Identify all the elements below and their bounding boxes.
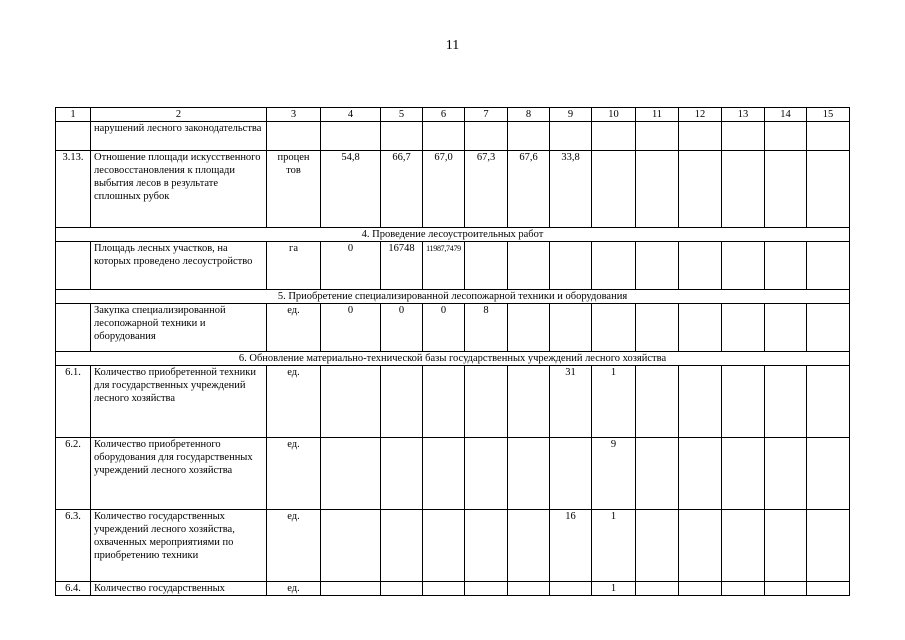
value-cell (679, 122, 722, 151)
value-cell (722, 242, 765, 290)
value-cell (508, 438, 550, 510)
section-row (56, 228, 850, 242)
value-cell: 16 (550, 510, 592, 582)
header-cell: 9 (550, 108, 592, 122)
value-cell (722, 366, 765, 438)
indicator-name: Закупка специализированной лесопожарной техники и оборудования (91, 304, 267, 352)
value-cell (636, 510, 679, 582)
row-number: 3.13. (56, 151, 91, 228)
value-cell (636, 122, 679, 151)
section-title: 4. Проведение лесоустроительных работ (56, 228, 850, 242)
value-cell (636, 304, 679, 352)
value-cell (636, 366, 679, 438)
value-cell (679, 366, 722, 438)
table-row (56, 122, 850, 151)
value-cell (465, 242, 508, 290)
value-cell (765, 438, 807, 510)
table-row (56, 304, 850, 352)
header-row (56, 108, 850, 122)
value-cell: 8 (465, 304, 508, 352)
value-cell (465, 122, 508, 151)
value-cell (765, 122, 807, 151)
value-cell (807, 510, 850, 582)
section-row (56, 352, 850, 366)
value-cell (722, 438, 765, 510)
indicator-name: Количество приобретенного оборудования для государственных учреждений лесного хозяйства (91, 438, 267, 510)
value-cell: 33,8 (550, 151, 592, 228)
header-cell: 11 (636, 108, 679, 122)
value-cell: 31 (550, 366, 592, 438)
value-cell (807, 242, 850, 290)
table-row (56, 366, 850, 438)
value-cell (636, 242, 679, 290)
section-title: 5. Приобретение специализированной лесопожарной техники и оборудования (56, 290, 850, 304)
unit-cell: ед. (267, 582, 321, 596)
row-number: 6.2. (56, 438, 91, 510)
value-cell (807, 304, 850, 352)
value-cell (722, 582, 765, 596)
header-cell: 7 (465, 108, 508, 122)
value-cell (765, 366, 807, 438)
indicator-name: Количество государственных (91, 582, 267, 596)
value-cell (423, 366, 465, 438)
value-cell (381, 366, 423, 438)
table-row (56, 242, 850, 290)
value-cell: 1 (592, 582, 636, 596)
value-cell (765, 510, 807, 582)
header-cell: 10 (592, 108, 636, 122)
header-cell: 5 (381, 108, 423, 122)
value-cell (592, 151, 636, 228)
value-cell (508, 242, 550, 290)
value-cell: 1 (592, 366, 636, 438)
value-cell (765, 151, 807, 228)
row-number: 6.3. (56, 510, 91, 582)
section-title: 6. Обновление материально-технической базы государственных учреждений лесного хозяйства (56, 352, 850, 366)
value-cell: 66,7 (381, 151, 423, 228)
value-cell (381, 582, 423, 596)
value-cell: 11987,7479 (423, 242, 465, 290)
header-cell: 2 (91, 108, 267, 122)
page-number: 11 (445, 38, 460, 53)
value-cell: 0 (321, 304, 381, 352)
table-row (56, 510, 850, 582)
value-cell (381, 510, 423, 582)
value-cell (722, 510, 765, 582)
value-cell: 16748 (381, 242, 423, 290)
unit-cell: процен тов (267, 151, 321, 228)
value-cell (722, 151, 765, 228)
value-cell (765, 242, 807, 290)
value-cell: 0 (423, 304, 465, 352)
row-number: 6.1. (56, 366, 91, 438)
header-cell: 15 (807, 108, 850, 122)
value-cell (807, 582, 850, 596)
value-cell (423, 510, 465, 582)
table-row (56, 151, 850, 228)
indicator-name: нарушений лесного законодательства (91, 122, 267, 151)
value-cell (321, 510, 381, 582)
value-cell (592, 242, 636, 290)
value-cell (765, 582, 807, 596)
value-cell (508, 510, 550, 582)
unit-cell: ед. (267, 438, 321, 510)
row-number (56, 304, 91, 352)
header-cell: 13 (722, 108, 765, 122)
value-cell (807, 366, 850, 438)
unit-cell: ед. (267, 510, 321, 582)
value-cell (321, 438, 381, 510)
value-cell (465, 438, 508, 510)
unit-cell (267, 122, 321, 151)
row-number (56, 122, 91, 151)
value-cell (465, 510, 508, 582)
header-cell: 12 (679, 108, 722, 122)
value-cell (807, 151, 850, 228)
value-cell: 0 (381, 304, 423, 352)
value-cell (592, 304, 636, 352)
header-cell: 14 (765, 108, 807, 122)
value-cell (381, 438, 423, 510)
value-cell (550, 242, 592, 290)
value-cell (508, 122, 550, 151)
value-cell (722, 122, 765, 151)
value-cell (636, 582, 679, 596)
value-cell (636, 151, 679, 228)
value-cell (636, 438, 679, 510)
table-row (56, 438, 850, 510)
value-cell: 67,0 (423, 151, 465, 228)
value-cell (465, 582, 508, 596)
table-row (56, 582, 850, 596)
row-number (56, 242, 91, 290)
value-cell (508, 304, 550, 352)
value-cell (550, 122, 592, 151)
value-cell: 1 (592, 510, 636, 582)
value-cell: 54,8 (321, 151, 381, 228)
value-cell (679, 151, 722, 228)
value-cell (321, 366, 381, 438)
unit-cell: га (267, 242, 321, 290)
value-cell (423, 438, 465, 510)
value-cell: 9 (592, 438, 636, 510)
value-cell (550, 438, 592, 510)
header-cell: 4 (321, 108, 381, 122)
header-cell: 3 (267, 108, 321, 122)
value-cell (722, 304, 765, 352)
value-cell: 0 (321, 242, 381, 290)
row-number: 6.4. (56, 582, 91, 596)
header-cell: 1 (56, 108, 91, 122)
value-cell (465, 366, 508, 438)
value-cell: 67,3 (465, 151, 508, 228)
value-cell (807, 438, 850, 510)
value-cell (679, 510, 722, 582)
value-cell (508, 366, 550, 438)
value-cell (321, 122, 381, 151)
value-cell (381, 122, 423, 151)
unit-cell: ед. (267, 304, 321, 352)
value-cell (423, 122, 465, 151)
value-cell (592, 122, 636, 151)
value-cell (679, 242, 722, 290)
value-cell (807, 122, 850, 151)
indicator-name: Количество приобретенной техники для государственных учреждений лесного хозяйства (91, 366, 267, 438)
indicator-name: Отношение площади искусственного лесовосстановления к площади выбытия лесов в результате сплошных рубок (91, 151, 267, 228)
value-cell (679, 438, 722, 510)
section-row (56, 290, 850, 304)
value-cell: 67,6 (508, 151, 550, 228)
header-cell: 8 (508, 108, 550, 122)
indicator-name: Количество государственных учреждений лесного хозяйства, охваченных мероприятиями по приобретению техники (91, 510, 267, 582)
indicator-name: Площадь лесных участков, на которых проведено лесоустройство (91, 242, 267, 290)
indicator-table (55, 107, 850, 596)
value-cell (550, 582, 592, 596)
value-cell (679, 582, 722, 596)
value-cell (321, 582, 381, 596)
value-cell (550, 304, 592, 352)
header-cell: 6 (423, 108, 465, 122)
unit-cell: ед. (267, 366, 321, 438)
value-cell (423, 582, 465, 596)
value-cell (679, 304, 722, 352)
value-cell (508, 582, 550, 596)
value-cell (765, 304, 807, 352)
